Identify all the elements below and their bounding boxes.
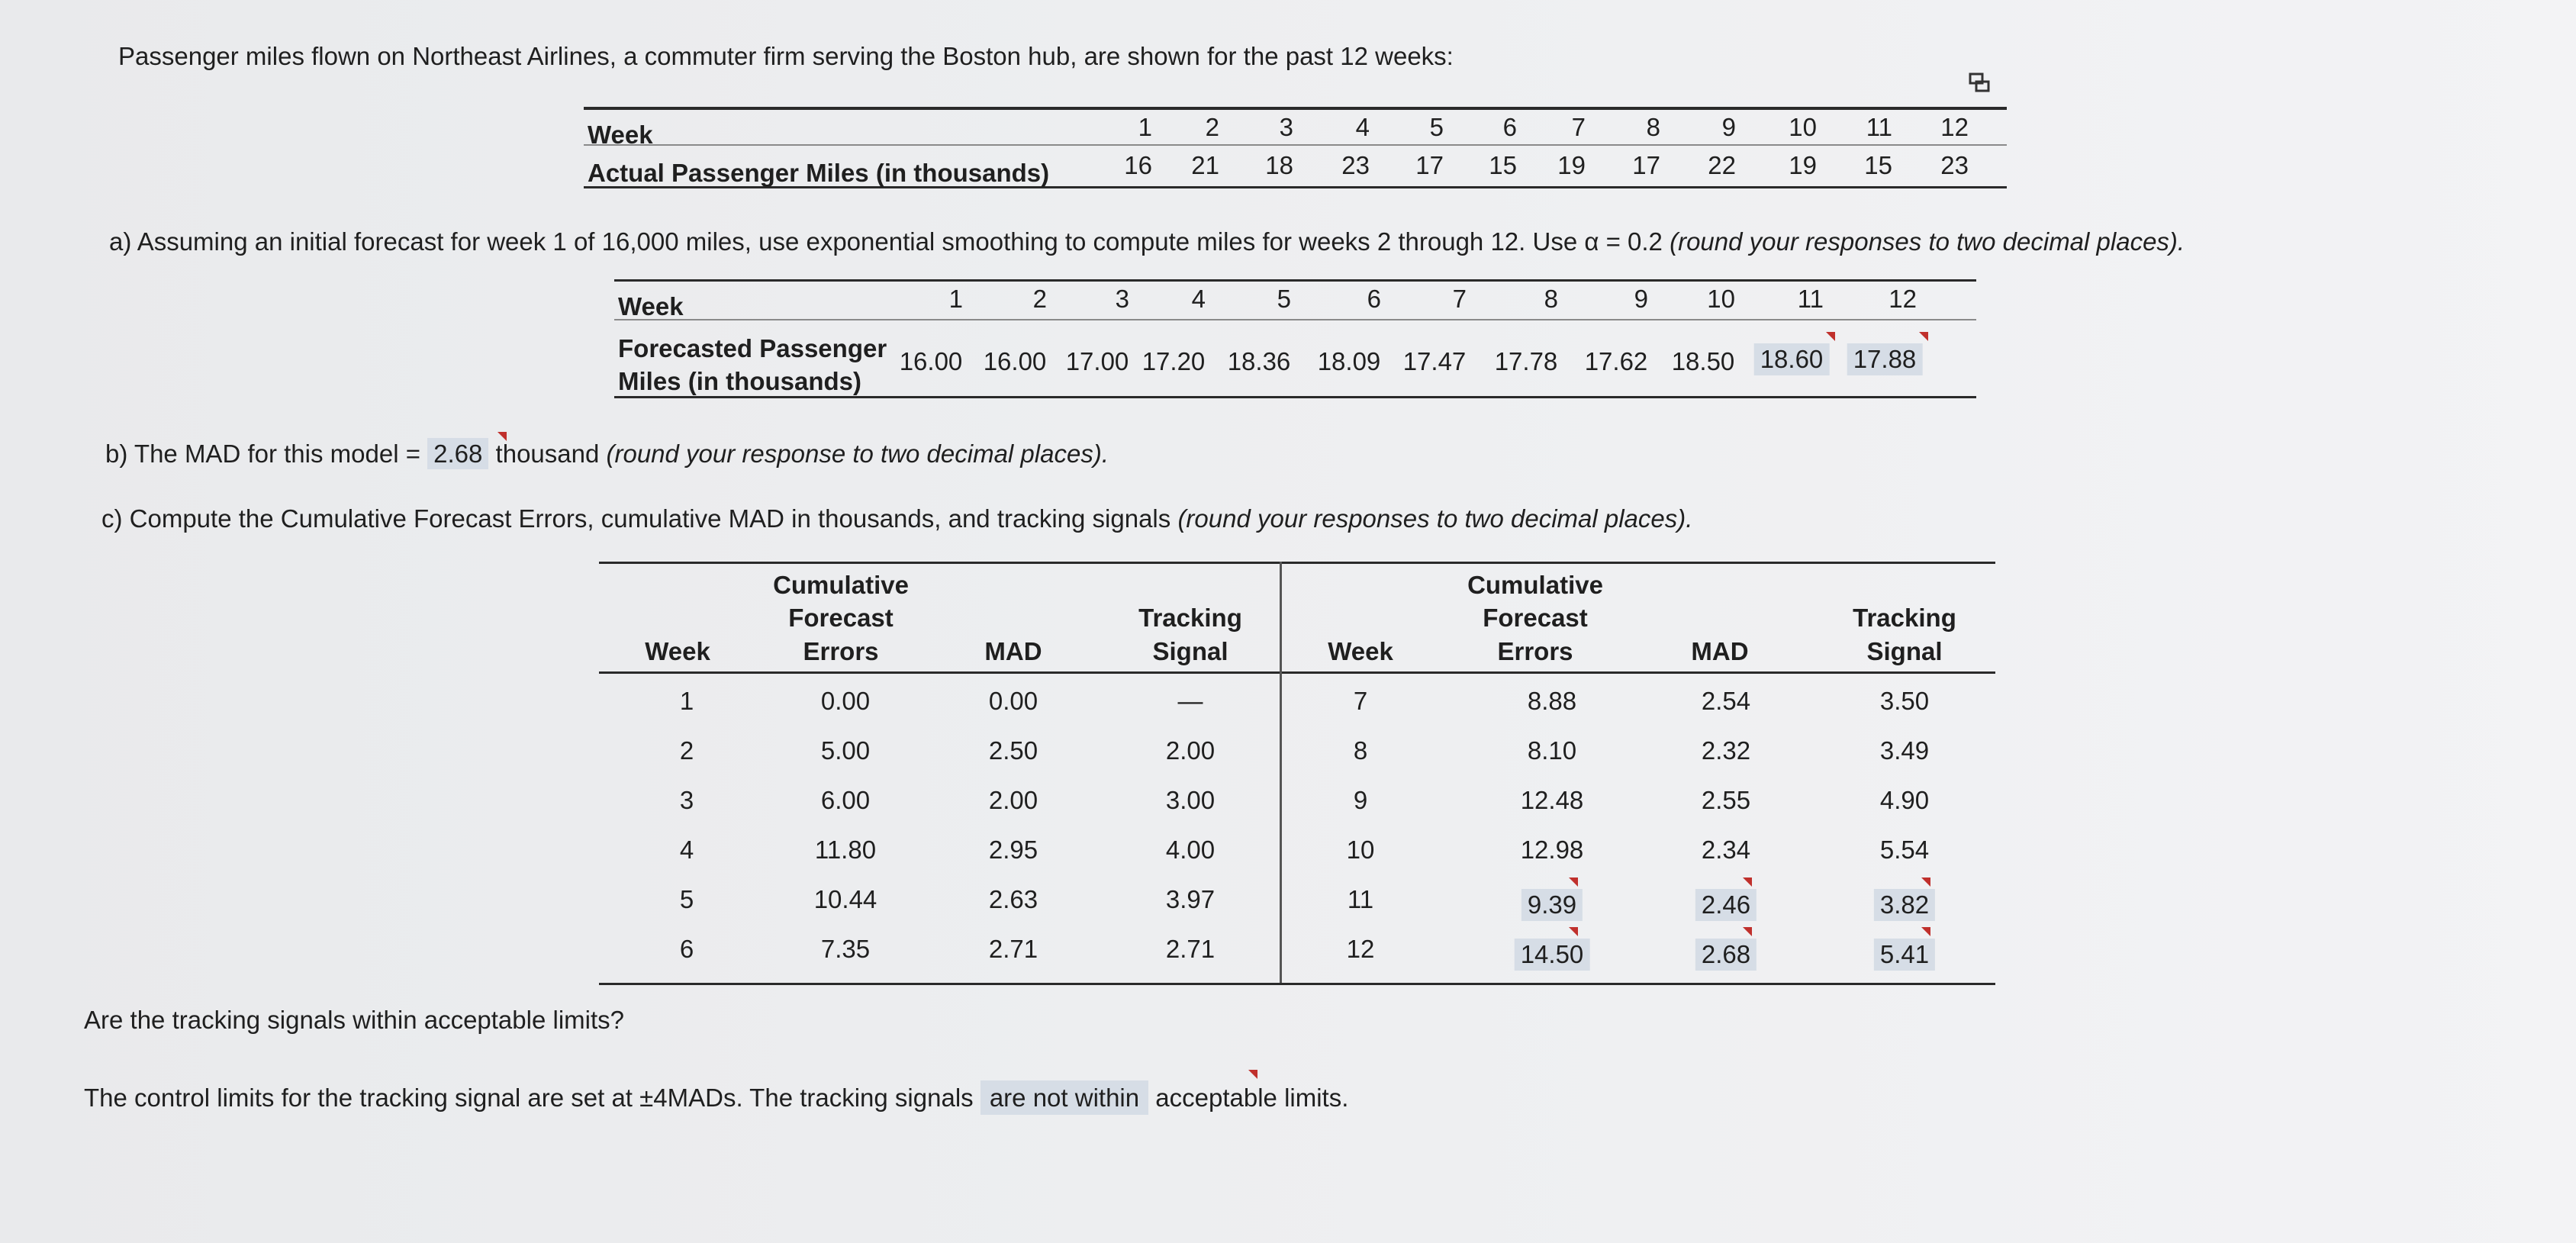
header-week-right: Week xyxy=(1328,637,1393,665)
table1-miles-cell: 15 xyxy=(1489,151,1517,179)
table1-week-cell: 3 xyxy=(1279,113,1293,141)
left-cfe-cell: 10.44 xyxy=(813,885,877,913)
table2-week-cell: 2 xyxy=(1032,285,1047,313)
conclusion-suffix: acceptable limits. xyxy=(1148,1084,1349,1112)
conclusion-line xyxy=(84,1084,1348,1113)
conclusion-text: The control limits for the tracking signal are set at ±4MADs. The tracking signals xyxy=(84,1084,980,1112)
table1-week-cell: 6 xyxy=(1502,113,1517,141)
right-cfe-cell: 8.10 xyxy=(1527,736,1577,765)
table1-miles-cell: 23 xyxy=(1940,151,1969,179)
left-mad-cell: 2.00 xyxy=(988,786,1038,814)
right-cfe-answer-input[interactable]: 14.50 xyxy=(1515,939,1590,971)
header-cfe-left-3: Errors xyxy=(803,637,879,665)
left-week-cell: 3 xyxy=(679,786,694,814)
right-mad-answer-input[interactable]: 2.68 xyxy=(1695,939,1757,971)
table2-week-cell: 7 xyxy=(1452,285,1467,313)
answer-flag-icon xyxy=(1743,927,1752,936)
right-cfe-answer-input[interactable]: 9.39 xyxy=(1521,889,1583,921)
table1-miles-cell: 21 xyxy=(1191,151,1219,179)
header-ts-left-2: Signal xyxy=(1152,637,1228,665)
right-week-cell: 9 xyxy=(1353,786,1368,814)
table2-forecast-cell: 17.47 xyxy=(1402,347,1467,375)
table1-miles-cell: 17 xyxy=(1415,151,1444,179)
table2-week-cell: 9 xyxy=(1634,285,1648,313)
right-week-cell: 8 xyxy=(1353,736,1368,765)
left-week-cell: 2 xyxy=(679,736,694,765)
forecast-answer-input[interactable]: 18.60 xyxy=(1754,343,1830,375)
answer-flag-icon xyxy=(1919,332,1928,341)
answer-flag-icon xyxy=(497,432,507,441)
table1-miles-cell: 23 xyxy=(1341,151,1370,179)
table1-week-cell: 12 xyxy=(1940,113,1969,141)
limits-dropdown[interactable]: are not within xyxy=(980,1080,1148,1115)
header-ts-right-2: Signal xyxy=(1866,637,1943,665)
right-ts-cell: 5.54 xyxy=(1879,836,1930,864)
left-week-cell: 4 xyxy=(679,836,694,864)
table2-forecast-cell: 18.50 xyxy=(1671,347,1735,375)
right-week-cell: 7 xyxy=(1353,687,1368,715)
left-mad-cell: 2.71 xyxy=(988,935,1038,963)
part-c-instructions xyxy=(101,504,1692,533)
table1-week-cell: 9 xyxy=(1721,113,1736,141)
right-cfe-cell: 12.48 xyxy=(1520,786,1584,814)
table2-week-cell: 8 xyxy=(1544,285,1558,313)
answer-flag-icon xyxy=(1826,332,1835,341)
table1-week-cell: 5 xyxy=(1429,113,1444,141)
left-week-cell: 1 xyxy=(679,687,694,715)
left-cfe-cell: 11.80 xyxy=(814,836,877,864)
right-mad-cell: 2.54 xyxy=(1701,687,1751,715)
left-mad-cell: 0.00 xyxy=(988,687,1038,715)
dropdown-flag-icon xyxy=(1248,1070,1257,1079)
left-mad-cell: 2.63 xyxy=(988,885,1038,913)
left-mad-cell: 2.50 xyxy=(988,736,1038,765)
left-cfe-cell: 0.00 xyxy=(820,687,871,715)
table1-week-cell: 11 xyxy=(1866,113,1892,141)
right-week-cell: 12 xyxy=(1346,935,1375,963)
mad-answer-input[interactable]: 2.68 xyxy=(427,438,488,469)
forecast-answer-input[interactable]: 17.88 xyxy=(1847,343,1923,375)
part-b-line xyxy=(105,440,1109,469)
right-mad-cell: 2.34 xyxy=(1701,836,1751,864)
table2-forecast-cell: 16.00 xyxy=(983,347,1047,375)
part-c-text: c) Compute the Cumulative Forecast Errors, cumulative MAD in thousands, and tracking signals xyxy=(101,504,1178,533)
table2-week-cell: 12 xyxy=(1889,285,1917,313)
table1-week-cell: 2 xyxy=(1205,113,1219,141)
table2-week-cell: 4 xyxy=(1191,285,1206,313)
left-cfe-cell: 6.00 xyxy=(820,786,871,814)
right-ts-cell: 4.90 xyxy=(1879,786,1930,814)
answer-flag-icon xyxy=(1743,878,1752,887)
left-mad-cell: 2.95 xyxy=(988,836,1038,864)
left-ts-cell: 3.00 xyxy=(1165,786,1216,814)
table2-forecast-cell: 17.00 xyxy=(1065,347,1129,375)
table2-week-cell: 1 xyxy=(948,285,963,313)
table1-miles-cell: 19 xyxy=(1557,151,1586,179)
left-ts-cell: 3.97 xyxy=(1165,885,1216,913)
table2-forecast-cell: 17.62 xyxy=(1584,347,1648,375)
table1-week-cell: 4 xyxy=(1355,113,1370,141)
header-cfe-right-1: Cumulative xyxy=(1467,571,1603,599)
right-ts-cell: 3.50 xyxy=(1879,687,1930,715)
header-week-left: Week xyxy=(645,637,710,665)
table2-forecast-cell: 16.00 xyxy=(899,347,963,375)
left-ts-cell: — xyxy=(1177,687,1203,715)
left-ts-cell: 2.00 xyxy=(1165,736,1216,765)
right-cfe-cell: 12.98 xyxy=(1520,836,1584,864)
part-a-instructions xyxy=(109,227,2185,256)
question-text: Are the tracking signals within acceptable limits? xyxy=(84,1006,625,1034)
answer-flag-icon xyxy=(1921,878,1930,887)
table2-week-label: Week xyxy=(618,292,684,320)
table1-week-cell: 10 xyxy=(1789,113,1817,141)
right-week-cell: 11 xyxy=(1347,885,1374,913)
table1-week-cell: 8 xyxy=(1646,113,1660,141)
table2-forecast-cell: 17.20 xyxy=(1141,347,1206,375)
left-cfe-cell: 5.00 xyxy=(820,736,871,765)
table2-week-cell: 6 xyxy=(1367,285,1381,313)
right-mad-cell: 2.32 xyxy=(1701,736,1751,765)
table1-week-label: Week xyxy=(588,121,653,149)
left-week-cell: 6 xyxy=(679,935,694,963)
header-cfe-left-2: Forecast xyxy=(788,604,894,632)
table1-miles-cell: 18 xyxy=(1265,151,1293,179)
table2-forecast-cell: 17.78 xyxy=(1494,347,1558,375)
table2-forecast-label-2: Miles (in thousands) xyxy=(618,367,862,395)
table1-week-cell: 1 xyxy=(1138,113,1152,141)
left-ts-cell: 2.71 xyxy=(1165,935,1216,963)
table2-week-cell: 11 xyxy=(1797,285,1824,313)
header-mad-right: MAD xyxy=(1691,637,1749,665)
part-c-rounding-note: (round your responses to two decimal places). xyxy=(1177,504,1693,533)
intro-text: Passenger miles flown on Northeast Airlines, a commuter firm serving the Boston hub, are shown for the past 12 weeks: xyxy=(118,42,1454,70)
right-ts-answer-input[interactable]: 5.41 xyxy=(1874,939,1935,971)
table1-miles-cell: 17 xyxy=(1632,151,1660,179)
table1-miles-cell: 16 xyxy=(1124,151,1152,179)
left-cfe-cell: 7.35 xyxy=(820,935,871,963)
right-week-cell: 10 xyxy=(1346,836,1375,864)
header-ts-left-1: Tracking xyxy=(1138,604,1242,632)
table2-forecast-cell: 18.09 xyxy=(1317,347,1381,375)
part-a-text: a) Assuming an initial forecast for week 1 of 16,000 miles, use exponential smoothing to compute miles for weeks 2 through 12. Use α = 0.2 xyxy=(109,227,1670,256)
copy-icon[interactable] xyxy=(1969,72,1990,92)
part-a-rounding-note: (round your responses to two decimal places). xyxy=(1670,227,2185,256)
header-ts-right-1: Tracking xyxy=(1853,604,1956,632)
right-cfe-cell: 8.88 xyxy=(1527,687,1577,715)
table2-forecast-cell: 18.36 xyxy=(1227,347,1291,375)
part-b-rounding-note: (round your response to two decimal places). xyxy=(606,440,1109,468)
right-mad-cell: 2.55 xyxy=(1701,786,1751,814)
header-mad-left: MAD xyxy=(984,637,1042,665)
left-ts-cell: 4.00 xyxy=(1165,836,1216,864)
header-cfe-left-1: Cumulative xyxy=(773,571,909,599)
right-ts-cell: 3.49 xyxy=(1879,736,1930,765)
answer-flag-icon xyxy=(1569,878,1578,887)
table1-miles-cell: 15 xyxy=(1864,151,1892,179)
table2-week-cell: 5 xyxy=(1277,285,1291,313)
table1-miles-label: Actual Passenger Miles (in thousands) xyxy=(588,159,1050,187)
answer-flag-icon xyxy=(1921,927,1930,936)
table2-week-cell: 10 xyxy=(1707,285,1735,313)
table1-miles-cell: 22 xyxy=(1708,151,1736,179)
answer-flag-icon xyxy=(1569,927,1578,936)
table1-week-cell: 7 xyxy=(1571,113,1586,141)
part-b-unit: thousand xyxy=(488,440,607,468)
header-cfe-right-2: Forecast xyxy=(1483,604,1588,632)
table1-miles-cell: 19 xyxy=(1789,151,1817,179)
left-week-cell: 5 xyxy=(679,885,694,913)
right-mad-answer-input[interactable]: 2.46 xyxy=(1695,889,1757,921)
part-b-text: b) The MAD for this model = xyxy=(105,440,428,468)
header-cfe-right-3: Errors xyxy=(1497,637,1573,665)
table2-forecast-label-1: Forecasted Passenger xyxy=(618,334,887,362)
right-ts-answer-input[interactable]: 3.82 xyxy=(1874,889,1935,921)
table2-week-cell: 3 xyxy=(1115,285,1129,313)
